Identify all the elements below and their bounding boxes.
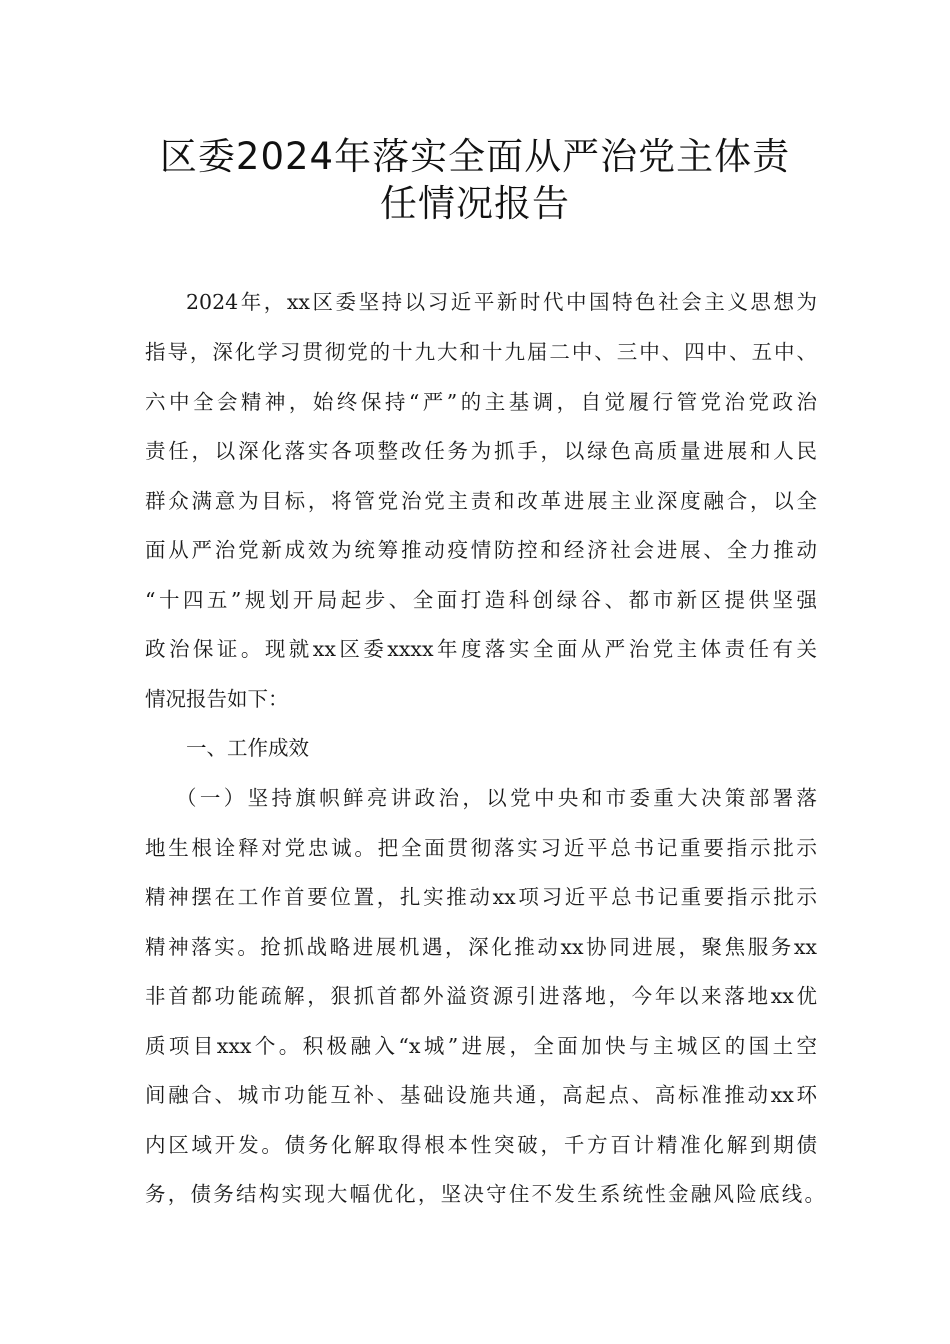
paragraph-line: 内区域开发。债务化解取得根本性突破，千方百计精准化解到期债 xyxy=(145,1133,817,1157)
paragraph-line: 责任，以深化落实各项整改任务为抓手，以绿色高质量进展和人民 xyxy=(145,439,817,463)
paragraph-line: 面从严治党新成效为统筹推动疫情防控和经济社会进展、全力推动 xyxy=(145,538,817,562)
document-title-line-1: 区委2024年落实全面从严治党主体责 xyxy=(159,135,791,178)
paragraph-line: 间融合、城市功能互补、基础设施共通，高起点、高标准推动xx环 xyxy=(145,1083,817,1107)
paragraph-line: 政治保证。现就xx区委xxxx年度落实全面从严治党主体责任有关 xyxy=(145,637,817,661)
paragraph-line: 地生根诠释对党忠诚。把全面贯彻落实习近平总书记重要指示批示 xyxy=(145,836,817,860)
paragraph-line: 指导，深化学习贯彻党的十九大和十九届二中、三中、四中、五中、 xyxy=(145,340,817,364)
paragraph-line: 质项目xxx个。积极融入“x城”进展，全面加快与主城区的国土空 xyxy=(145,1034,817,1058)
paragraph-line: 群众满意为目标，将管党治党主责和改革进展主业深度融合，以全 xyxy=(145,489,817,513)
document-title-line-2: 任情况报告 xyxy=(380,182,570,225)
section-heading: 一、工作成效 xyxy=(186,736,309,760)
paragraph-line: 精神落实。抢抓战略进展机遇，深化推动xx协同进展，聚焦服务xx xyxy=(145,935,817,959)
paragraph-line: 情况报告如下： xyxy=(145,687,289,711)
paragraph-line: 务，债务结构实现大幅优化，坚决守住不发生系统性金融风险底线。 xyxy=(145,1182,825,1206)
paragraph-line: 2024年，xx区委坚持以习近平新时代中国特色社会主义思想为 xyxy=(186,290,817,314)
subsection-heading-line: （一）坚持旗帜鲜亮讲政治，以党中央和市委重大决策部署落 xyxy=(176,786,817,810)
paragraph-line: “十四五”规划开局起步、全面打造科创绿谷、都市新区提供坚强 xyxy=(145,588,817,612)
paragraph-line: 六中全会精神，始终保持“严”的主基调，自觉履行管党治党政治 xyxy=(145,390,817,414)
paragraph-line: 非首都功能疏解，狠抓首都外溢资源引进落地，今年以来落地xx优 xyxy=(145,984,817,1008)
paragraph-line: 精神摆在工作首要位置，扎实推动xx项习近平总书记重要指示批示 xyxy=(145,885,817,909)
